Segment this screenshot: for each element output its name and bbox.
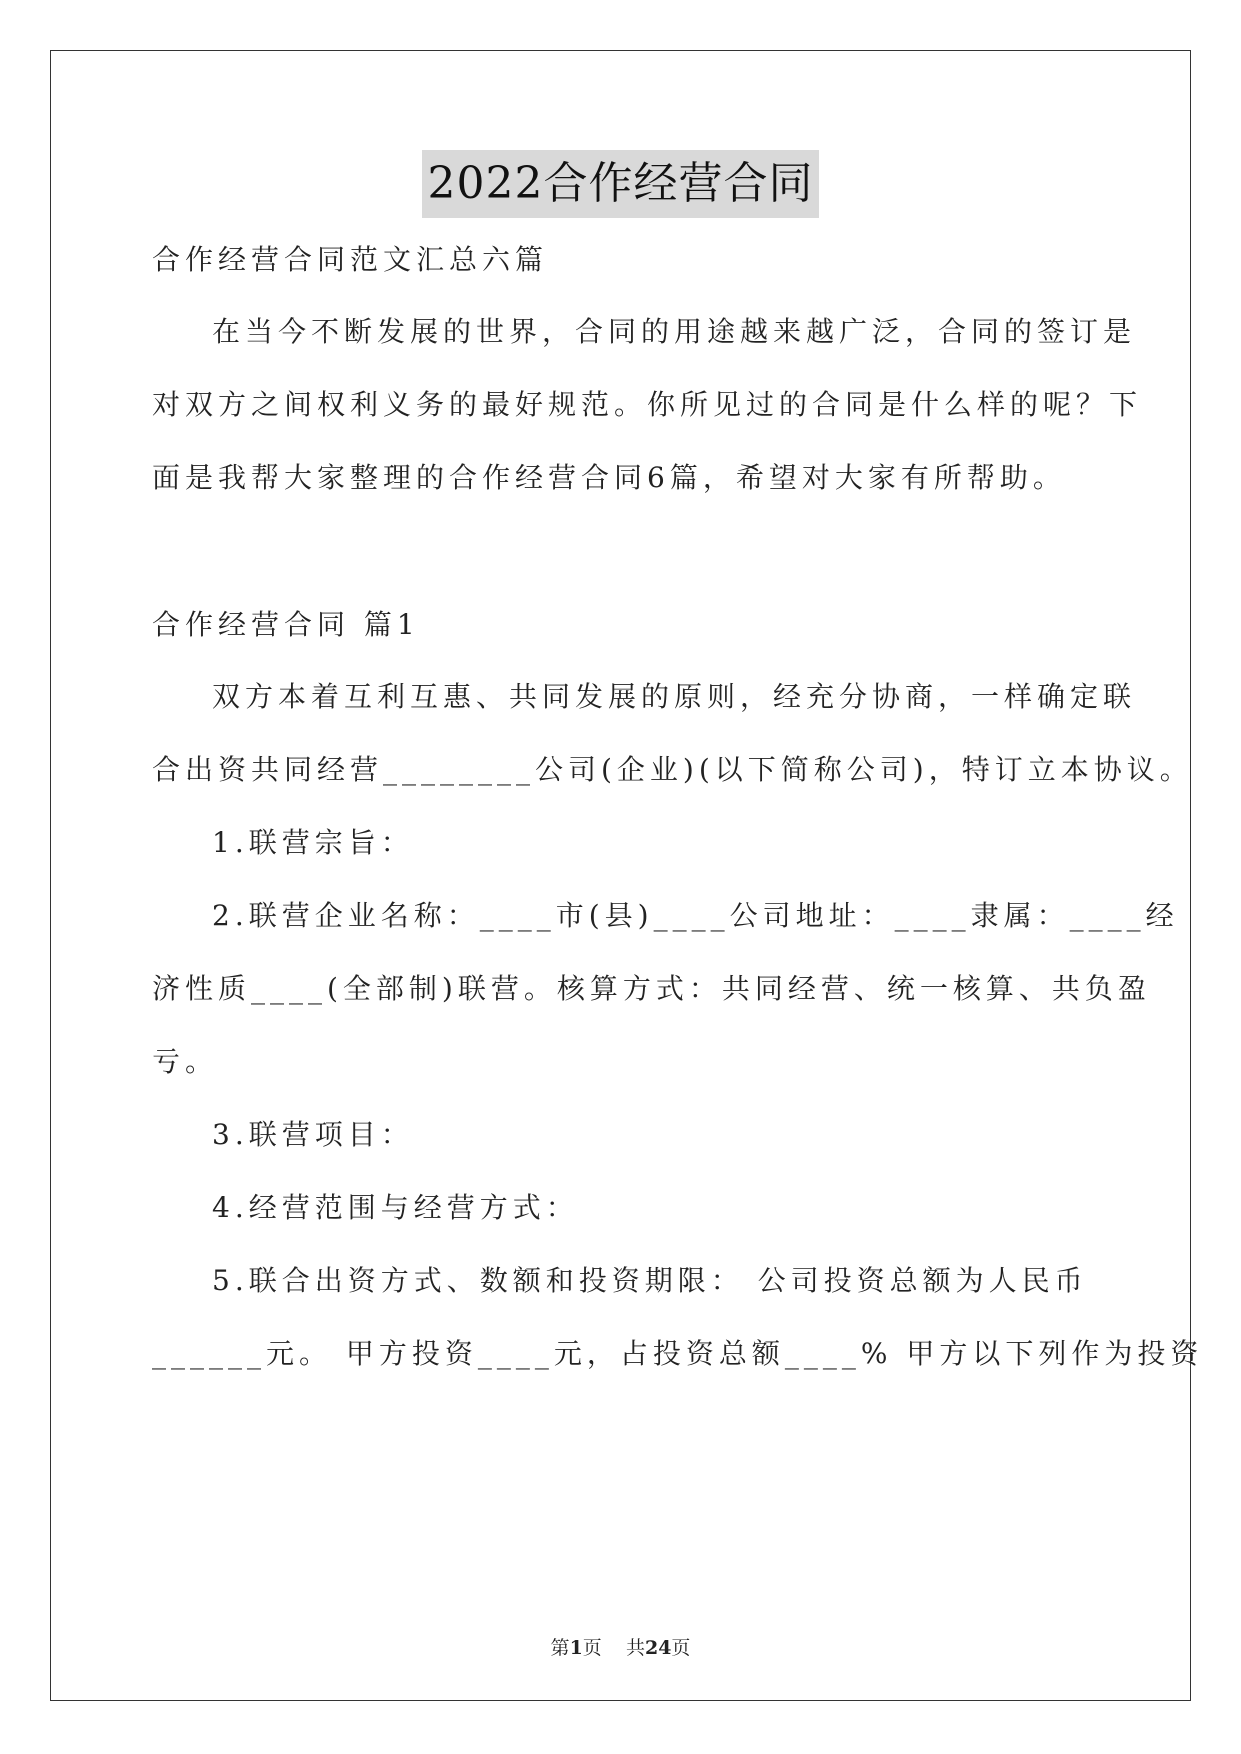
footer-mid: 页 共 <box>582 1637 645 1659</box>
article-heading: 合作经营合同 篇1 <box>152 608 420 641</box>
clause-line: 3.联营项目： <box>212 1118 414 1151</box>
clause-line: 5.联合出资方式、数额和投资期限： 公司投资总额为人民币 <box>212 1264 1088 1297</box>
clause-line: 1.联营宗旨： <box>212 826 414 859</box>
clause-line: 4.经营范围与经营方式： <box>212 1191 579 1224</box>
paragraph-line: ______元。 甲方投资____元，占投资总额____% 甲方以下列作为投资 <box>152 1337 1204 1370</box>
page-footer <box>0 1633 1241 1660</box>
paragraph-line: 双方本着互利互惠、共同发展的原则，经充分协商，一样确定联 <box>212 680 1137 713</box>
document-title: 2022合作经营合同 <box>422 150 820 218</box>
total-pages: 24 <box>644 1637 672 1659</box>
paragraph-line: 对双方之间权利义务的最好规范。你所见过的合同是什么样的呢？下 <box>152 388 1143 421</box>
footer-suffix: 页 <box>671 1637 691 1659</box>
paragraph-line: 亏。 <box>152 1045 219 1078</box>
footer-prefix: 第 <box>550 1637 570 1659</box>
paragraph-line: 济性质____(全部制)联营。核算方式：共同经营、统一核算、共负盈 <box>152 972 1151 1005</box>
page-number: 1 <box>569 1637 583 1659</box>
section-heading: 合作经营合同范文汇总六篇 <box>152 243 549 276</box>
clause-line: 2.联营企业名称：____市(县)____公司地址：____隶属：____经 <box>212 899 1179 932</box>
paragraph-line: 面是我帮大家整理的合作经营合同6篇，希望对大家有所帮助。 <box>152 461 1066 494</box>
paragraph-line: 在当今不断发展的世界，合同的用途越来越广泛，合同的签订是 <box>212 315 1137 348</box>
page-border <box>50 50 1191 1701</box>
title-container <box>0 150 1241 218</box>
paragraph-line: 合出资共同经营________公司(企业)(以下简称公司)，特订立本协议。 <box>152 753 1193 786</box>
